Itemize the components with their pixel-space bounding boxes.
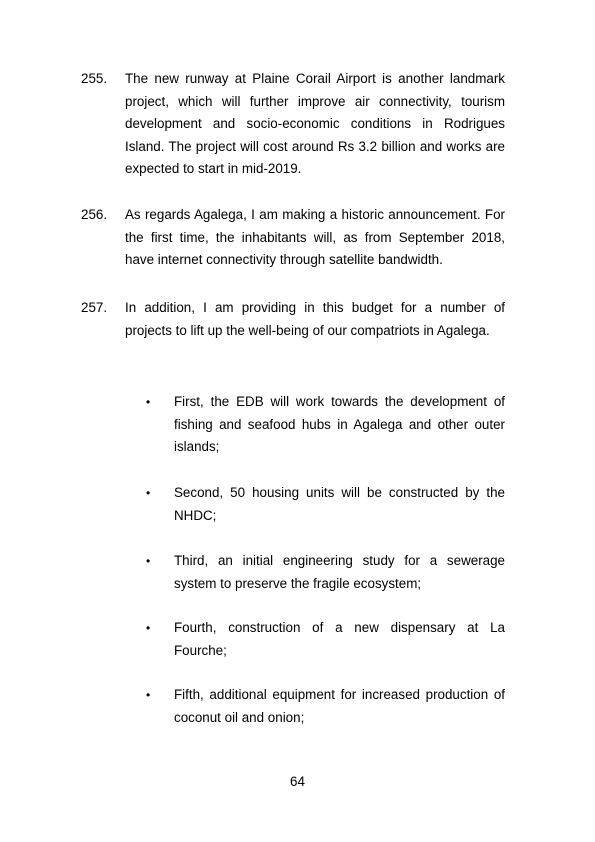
bullet-text: Second, 50 housing units will be constructed by the NHDC; xyxy=(174,485,505,523)
paragraph-text: The new runway at Plaine Corail Airport is another landmark project, which will further improve air connectivity, tourism development and socio-economic conditions in Rodrigues Island. The project will cost around Rs 3.2 billion and works are expected to start in mid-2019. xyxy=(125,71,505,176)
bullet-text: Fifth, additional equipment for increased production of coconut oil and onion; xyxy=(174,687,505,725)
bullet-icon: • xyxy=(146,395,151,409)
paragraph-text: As regards Agalega, I am making a historic announcement. For the first time, the inhabitants will, as from September 2018, have internet connectivity through satellite bandwidth. xyxy=(125,207,505,267)
page-number: 64 xyxy=(290,774,305,789)
paragraph-number: 255. xyxy=(81,71,108,86)
paragraph-number: 256. xyxy=(81,207,108,222)
bullet-icon: • xyxy=(146,554,151,568)
bullet-text: Fourth, construction of a new dispensary at La Fourche; xyxy=(174,620,505,658)
bullet-text: First, the EDB will work towards the development of fishing and seafood hubs in Agalega and other outer islands; xyxy=(174,394,505,454)
paragraph-text: In addition, I am providing in this budget for a number of projects to lift up the well-being of our compatriots in Agalega. xyxy=(125,300,505,338)
bullet-icon: • xyxy=(146,621,151,635)
bullet-text: Third, an initial engineering study for a sewerage system to preserve the fragile ecosystem; xyxy=(174,553,505,591)
bullet-icon: • xyxy=(146,486,151,500)
paragraph-number: 257. xyxy=(81,300,108,315)
bullet-icon: • xyxy=(146,688,151,702)
